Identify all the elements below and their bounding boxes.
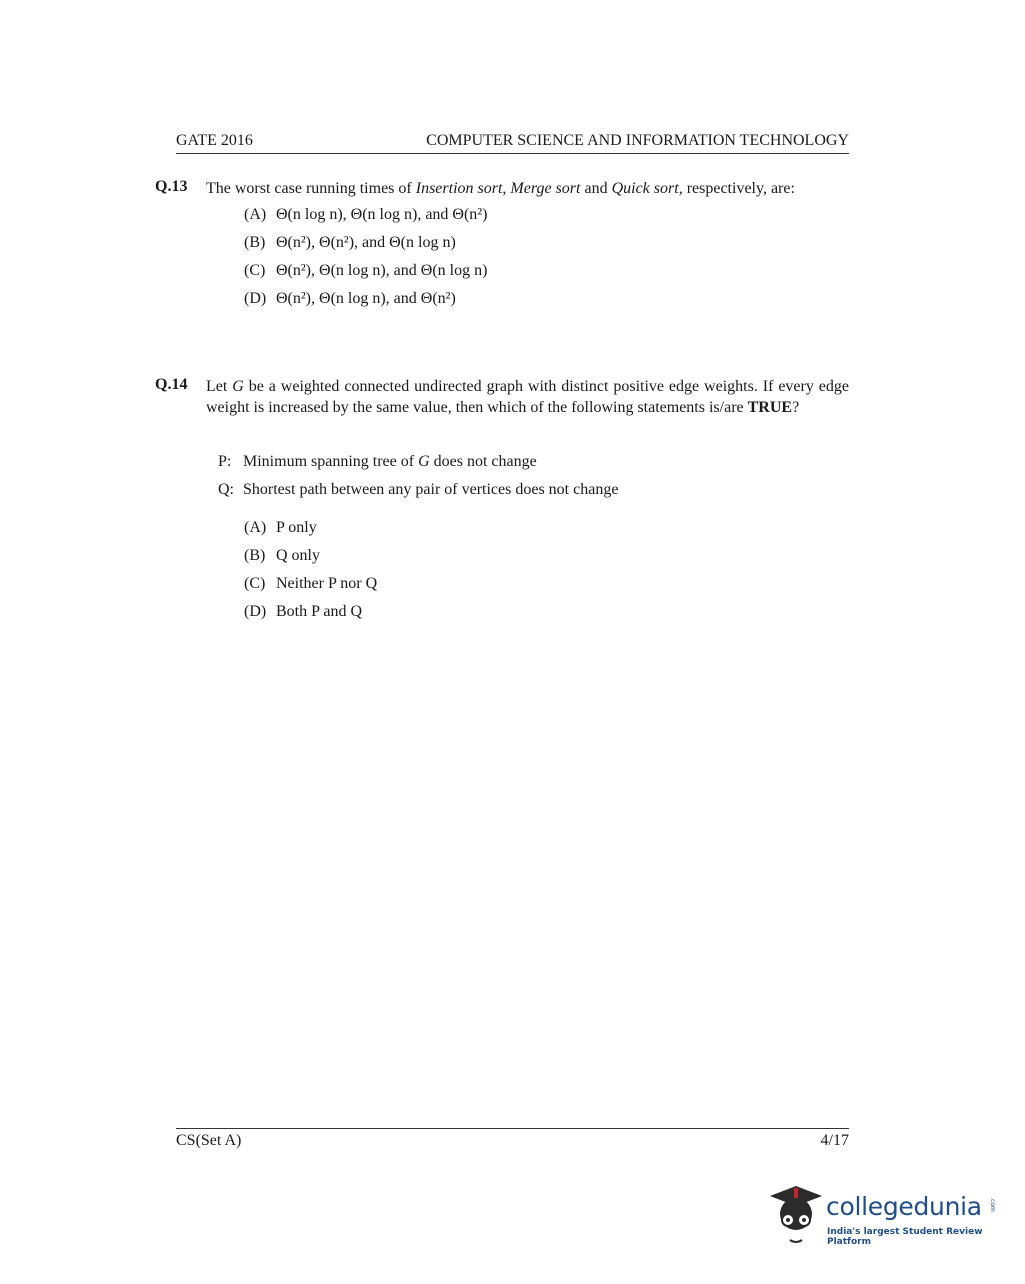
option-text: Q only bbox=[276, 547, 320, 564]
question-14-text-part: be a weighted connected undirected graph with distinct positive edge weights. If every edge weight is increased by the same value, then which of the following statements is/are bbox=[206, 378, 849, 416]
question-13-option-c bbox=[244, 262, 487, 280]
option-text: Θ(n²), Θ(n log n), and Θ(n log n) bbox=[276, 262, 488, 279]
footer-page-number: 4/17 bbox=[820, 1132, 849, 1149]
question-14-text-part: ? bbox=[792, 399, 800, 416]
logo-tagline: India's largest Student Review Platform bbox=[827, 1227, 983, 1247]
question-13-number: Q.13 bbox=[155, 178, 188, 195]
question-13-term-merge-sort: Merge sort bbox=[510, 180, 581, 197]
option-text: Θ(n²), Θ(n²), and Θ(n log n) bbox=[276, 234, 456, 251]
option-text: Both P and Q bbox=[276, 603, 363, 620]
option-label: (C) bbox=[244, 575, 266, 592]
statement-label: P: bbox=[218, 453, 232, 470]
option-label: (A) bbox=[244, 206, 267, 223]
question-13-text-part: , bbox=[502, 180, 511, 197]
option-label: (C) bbox=[244, 262, 266, 279]
option-label: (B) bbox=[244, 234, 266, 251]
statement-p bbox=[218, 453, 537, 471]
option-label: (B) bbox=[244, 547, 266, 564]
question-13-term-insertion-sort: Insertion sort bbox=[415, 180, 503, 197]
question-14-emphasis-true: TRUE bbox=[747, 399, 793, 416]
header-divider bbox=[176, 153, 849, 154]
header-subject-title: COMPUTER SCIENCE AND INFORMATION TECHNOLOGY bbox=[426, 132, 849, 149]
question-13-text bbox=[206, 178, 851, 199]
question-14-graph-symbol: G bbox=[232, 378, 244, 395]
question-13-text-part: The worst case running times of bbox=[206, 180, 416, 197]
option-label: (A) bbox=[244, 519, 267, 536]
statement-text: Minimum spanning tree of bbox=[243, 453, 419, 470]
footer-set-label: CS(Set A) bbox=[176, 1132, 242, 1149]
statement-label: Q: bbox=[218, 481, 234, 498]
option-text: Θ(n²), Θ(n log n), and Θ(n²) bbox=[276, 290, 456, 307]
question-13-term-quick-sort: Quick sort bbox=[611, 180, 679, 197]
option-label: (D) bbox=[244, 603, 267, 620]
question-14-option-b bbox=[244, 547, 320, 565]
statement-text: Shortest path between any pair of vertices does not change bbox=[243, 481, 619, 498]
option-text: Θ(n log n), Θ(n log n), and Θ(n²) bbox=[276, 206, 488, 223]
option-text: P only bbox=[276, 519, 317, 536]
question-14-option-a bbox=[244, 519, 317, 537]
footer-divider bbox=[176, 1128, 849, 1129]
question-14-option-c bbox=[244, 575, 377, 593]
statement-graph-symbol: G bbox=[418, 453, 430, 470]
question-14-text-part: Let bbox=[206, 378, 233, 395]
question-14-text bbox=[206, 376, 849, 418]
logo-wordmark: collegedunia bbox=[826, 1192, 982, 1221]
question-13-option-b bbox=[244, 234, 456, 252]
statement-text: does not change bbox=[429, 453, 537, 470]
question-13-text-part: , respectively, are: bbox=[678, 180, 795, 197]
question-13-option-a bbox=[244, 206, 487, 224]
option-label: (D) bbox=[244, 290, 267, 307]
question-13-option-d bbox=[244, 290, 456, 308]
option-text: Neither P nor Q bbox=[276, 575, 378, 592]
question-13-text-part: and bbox=[580, 180, 612, 197]
question-14-number: Q.14 bbox=[155, 376, 188, 393]
statement-q bbox=[218, 481, 618, 499]
question-14-option-d bbox=[244, 603, 362, 621]
header-exam-title: GATE 2016 bbox=[176, 132, 253, 149]
logo-domain-suffix: .com bbox=[988, 1197, 996, 1212]
